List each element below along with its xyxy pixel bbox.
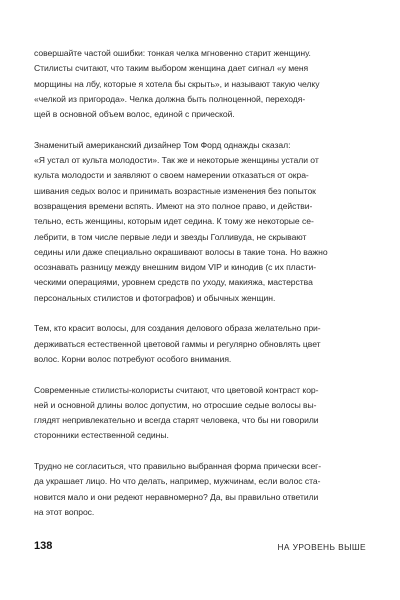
text-line: персональных стилистов и фотографов) и обычных женщин. [34,292,276,303]
text-line: «челкой из пригорода». Челка должна быть полноценной, переходя- [34,93,306,104]
paragraph-colorists [34,383,364,444]
text-line: шивания седых волос и принимать возрастные изменения без попыток [34,185,316,196]
text-line: морщины на лбу, которые я хотела бы скрыть», и называют такую челку [34,78,320,89]
text-line: да украшает лицо. Но что делать, например, мужчинам, если волос ста- [34,476,321,487]
text-line: глядят непривлекательно и всегда старят человека, что бы ни говорили [34,415,319,426]
page-body [34,46,364,536]
text-line: Современные стилисты-колористы считают, что цветовой контраст кор- [34,384,319,395]
page-footer [34,540,366,556]
text-line: сторонники естественной седины. [34,430,169,441]
text-line: Стилисты считают, что таким выбором женщина дает сигнал «у меня [34,63,309,74]
text-line: волос. Корни волос потребуют особого внимания. [34,353,232,364]
text-line: возвращения времени вспять. Имеют на это полное право, и действи- [34,200,313,211]
text-line: осознавать разницу между внешним видом VIP и кинодив (с их пласти- [34,262,317,273]
text-line: ней и основной длины волос допустим, но отросшие седые волосы вы- [34,399,317,410]
text-line: тельно, есть женщины, которым идет седина. К тому же некоторые се- [34,216,314,227]
text-line: новится мало и они редеют неравномерно? Да, вы правильно ответили [34,491,319,502]
text-line: «Я устал от культа молодости». Так же и некоторые женщины устали от [34,155,319,166]
text-line: седины или даже специально окрашивают волосы в такие тона. Но важно [34,246,328,257]
text-line: Трудно не согласиться, что правильно выбранная форма прически всег- [34,461,322,472]
text-line: держиваться естественной цветовой гаммы и регулярно обновлять цвет [34,338,321,349]
text-line: совершайте частой ошибки: тонкая челка мгновенно старит женщину. [34,48,311,58]
text-line: Тем, кто красит волосы, для создания делового образа желательно при- [34,323,321,334]
text-line: лебрити, в том числе первые леди и звезды Голливуда, не скрывают [34,231,307,242]
text-line: культа молодости и заявляют о своем намерении отказаться от окра- [34,170,309,181]
running-title: НА УРОВЕНЬ ВЫШЕ [277,542,366,552]
text-line: щей в основной объем волос, единой с прической. [34,109,235,120]
page-number: 138 [34,540,53,552]
text-line: Знаменитый американский дизайнер Том Форд однажды сказал: [34,139,291,150]
text-line: ческими операциями, уровнем средств по уходу, макияжа, мастерства [34,277,313,288]
paragraph-bangs [34,46,364,122]
paragraph-haircut-shape [34,459,364,520]
text-line: на этот вопрос. [34,506,95,517]
paragraph-hair-coloring [34,321,364,367]
paragraph-tom-ford [34,138,364,306]
